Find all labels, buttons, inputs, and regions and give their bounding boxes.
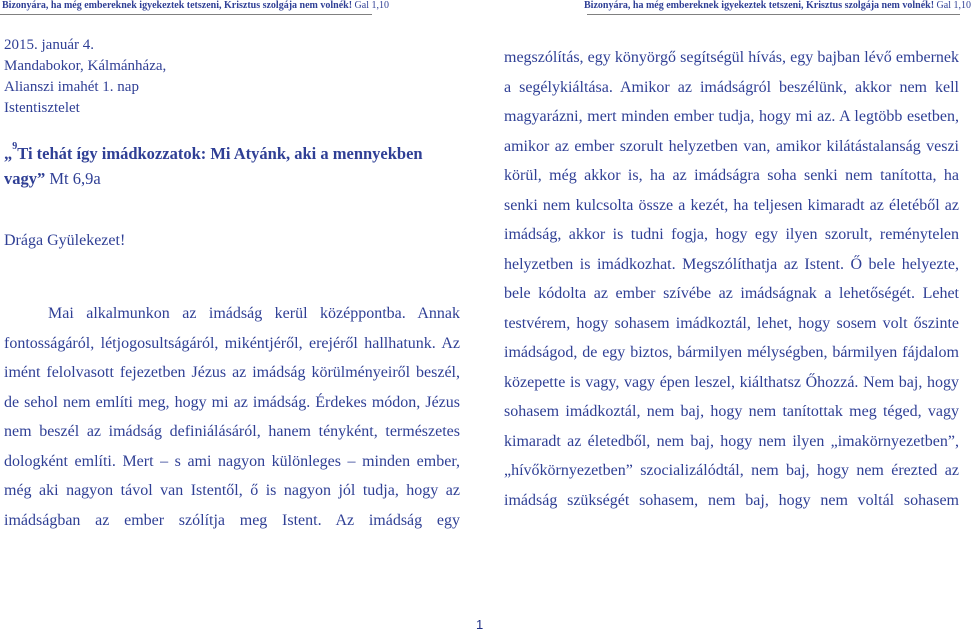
body-paragraph-right: megszólítás, egy könyörgő segítségül hívás, egy bajban lévő embernek a segélykiáltása. Amikor az imádságról beszélünk, akkor nem kell magyarázni, mert minden ember tudja, hogy mi az. A legtöbb esetben, amikor az ember szorult helyzetben van, amikor kilátástalanság veszi körül, még akkor is, ha az imádságra soha senki nem tanította, ha senki nem kulcsolta össze a kezét, ha teljesen kimaradt az életéből az imádság, akkor is tudni fogja, hogy egy ilyen szorult, reménytelen helyzetben is imádkozhat. Megszólíthatja az Istent. Ő bele helyezte, bele kódolta az ember szívébe az imádságnak a lehetőségét. Lehet testvérem, hogy sohasem imádkoztál, lehet, hogy sosem volt őszinte imádságod, de egy biztos, bármilyen mélységben, bármilyen fájdalom közepette is vagy, vagy épen leszel, kiálthatsz Őhozzá. Nem baj, hogy sohasem imádkoztál, nem baj, hogy nem tanítottak meg téged, vagy kimaradt az életedből, nem baj, hogy nem ilyen „imakörnyezetben”, „hívőkörnyezetben” szocializálódtál, nem baj, hogy nem érezted az imádság szükségét sohasem, nem baj, hogy nem voltál sohasem [504,49,959,509]
page-number: 1 [476,617,484,632]
sermon-occasion: Alianszi imahét 1. nap [4,79,139,95]
scripture-verse [4,141,460,191]
header-divider-right [587,14,960,15]
body-paragraph-left: Mai alkalmunkon az imádság kerül középpontba. Annak fontosságáról, létjogosultságáról, mikéntjéről, erejéről hallhatunk. Az imént felolvasott fejezetben Jézus az imádság körülményeiről beszél, de sehol nem említi meg, hogy mi az imádság. Érdekes módon, Jézus nem beszél az imádság definiálásáról, hanem tényként, természetes dologként említi. Mert – s ami nagyon különleges – minden ember, még aki nagyon távol van Istentől, ő is nagyon jól tudja, hogy az imádságban az ember szólítja meg Istent. Az imádság egy [4,305,460,529]
header-reference: Gal 1,10 [352,0,389,11]
running-header-right [584,0,971,12]
greeting: Drága Gyülekezet! [4,232,126,249]
verse-number: 9 [12,141,18,152]
verse-text: Ti tehát így imádkozzatok: Mi Atyánk, aki a mennyekben vagy” [4,144,423,188]
verse-open-quote: „ [4,144,13,163]
header-divider-left [0,14,372,15]
header-reference: Gal 1,10 [934,0,971,11]
sermon-service: Istentisztelet [4,100,80,116]
sermon-date: 2015. január 4. [4,37,94,53]
left-column [4,35,460,535]
header-quote: Bizonyára, ha még embereknek igyekeztek tetszeni, Krisztus szolgája nem volnék! [2,0,353,11]
header-quote: Bizonyára, ha még embereknek igyekeztek tetszeni, Krisztus szolgája nem volnék! [584,0,935,11]
right-column [504,43,959,515]
verse-reference: Mt 6,9a [45,169,101,188]
sermon-place: Mandabokor, Kálmánháza, [4,58,167,74]
running-header-left [2,0,389,12]
